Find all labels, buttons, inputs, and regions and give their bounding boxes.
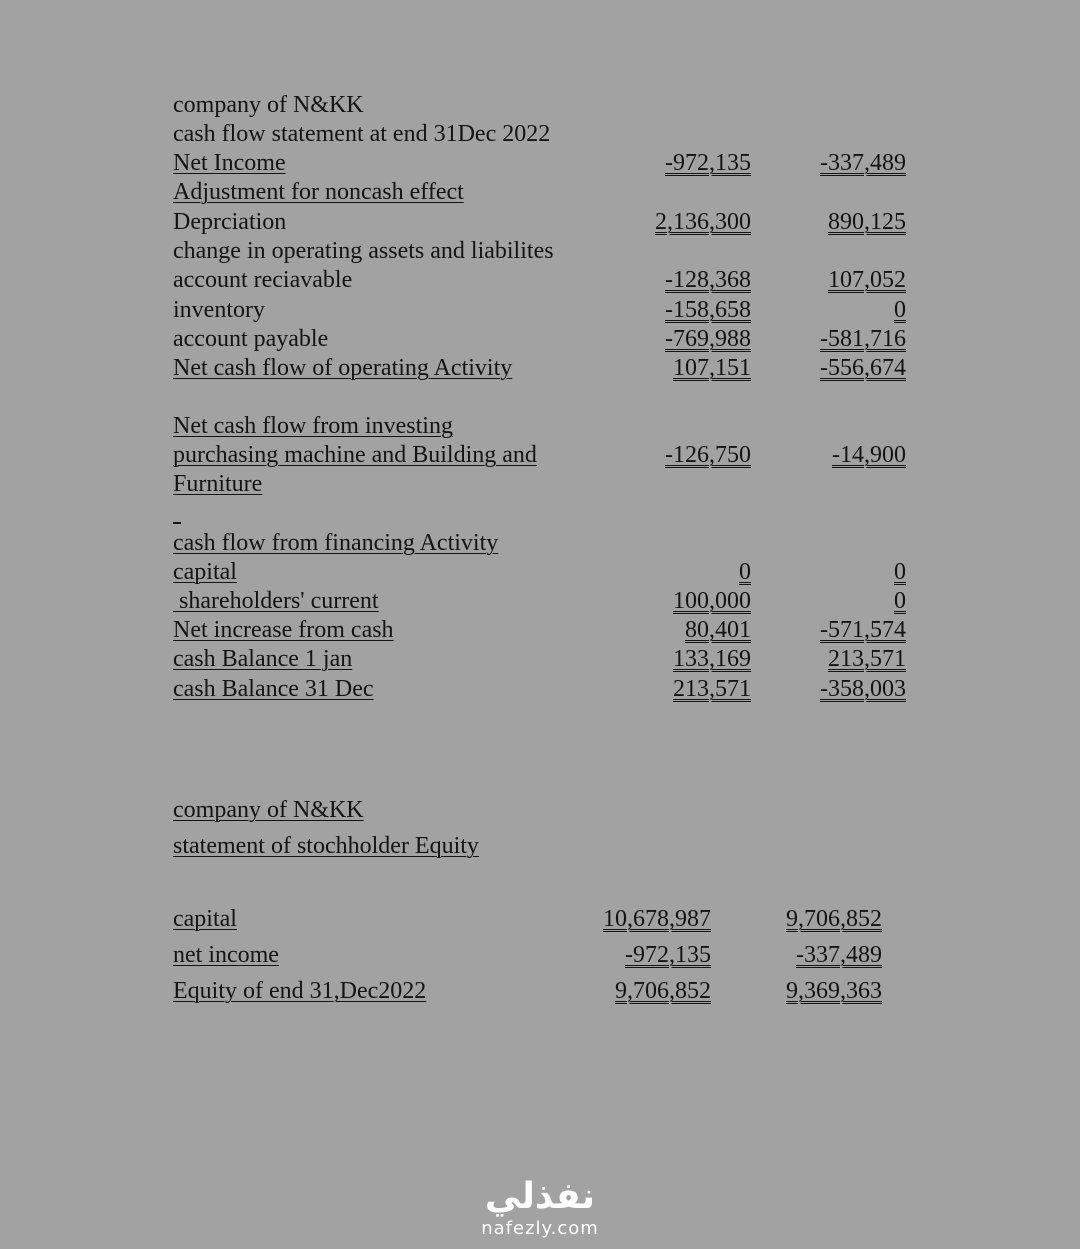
net-increase-value-2: -571,574: [820, 617, 906, 643]
purchasing-value-2: -14,900: [832, 442, 906, 468]
net-income-value-2: -337,489: [820, 150, 906, 176]
net-increase-value-1: 80,401: [685, 617, 751, 643]
account-payable-value-1: -769,988: [665, 326, 751, 352]
investing-header: Net cash flow from investing: [173, 413, 453, 439]
account-receivable-label: account reciavable: [173, 267, 353, 293]
equity-net-income-label: net income: [173, 942, 279, 968]
balance-dec-value-2: -358,003: [820, 676, 906, 702]
company-name: company of N&KK: [173, 92, 364, 118]
account-receivable-value-1: -128,368: [665, 267, 751, 293]
inventory-value-2: 0: [894, 297, 906, 323]
capital-label: capital: [173, 559, 237, 585]
equity-net-income-value-1: -972,135: [625, 942, 711, 968]
shareholders-value-1: 100,000: [673, 588, 751, 614]
depreciation-label: Deprciation: [173, 209, 287, 235]
purchasing-value-1: -126,750: [665, 442, 751, 468]
purchasing-label-line-2: Furniture: [173, 471, 263, 497]
change-header: change in operating assets and liabilites: [173, 238, 554, 264]
adjustment-header: Adjustment for noncash effect: [173, 179, 464, 205]
balance-jan-value-1: 133,169: [673, 646, 751, 672]
depreciation-value-1: 2,136,300: [655, 209, 751, 235]
inventory-value-1: -158,658: [665, 297, 751, 323]
equity-capital-label: capital: [173, 906, 237, 932]
balance-dec-label: cash Balance 31 Dec: [173, 676, 374, 702]
equity-end-label: Equity of end 31,Dec2022: [173, 978, 427, 1004]
equity-end-value-1: 9,706,852: [615, 978, 711, 1004]
equity-capital-value-2: 9,706,852: [786, 906, 882, 932]
account-payable-value-2: -581,716: [820, 326, 906, 352]
balance-dec-value-1: 213,571: [673, 676, 751, 702]
watermark-latin-text: nafezly.com: [481, 1218, 599, 1239]
capital-value-2: 0: [894, 559, 906, 585]
balance-jan-value-2: 213,571: [828, 646, 906, 672]
shareholders-value-2: 0: [894, 588, 906, 614]
net-income-label: Net Income: [173, 150, 286, 176]
net-operating-label: Net cash flow of operating Activity: [173, 355, 513, 381]
nafezly-watermark: [470, 1175, 610, 1239]
equity-net-income-value-2: -337,489: [796, 942, 882, 968]
net-operating-value-1: 107,151: [673, 355, 751, 381]
net-increase-label: Net increase from cash: [173, 617, 394, 643]
account-receivable-value-2: 107,052: [828, 267, 906, 293]
watermark-arabic-text: نفذلي: [484, 1176, 596, 1217]
equity-title: statement of stochholder Equity: [173, 833, 479, 859]
depreciation-value-2: 890,125: [828, 209, 906, 235]
shareholders-label: shareholders' current: [173, 588, 379, 614]
equity-end-value-2: 9,369,363: [786, 978, 882, 1004]
financing-header: cash flow from financing Activity: [173, 530, 499, 556]
account-payable-label: account payable: [173, 326, 329, 352]
inventory-label: inventory: [173, 297, 265, 323]
net-operating-value-2: -556,674: [820, 355, 906, 381]
cash-flow-title: cash flow statement at end 31Dec 2022: [173, 121, 551, 147]
equity-company-name: company of N&KK: [173, 797, 364, 823]
capital-value-1: 0: [739, 559, 751, 585]
balance-jan-label: cash Balance 1 jan: [173, 646, 353, 672]
net-income-value-1: -972,135: [665, 150, 751, 176]
dash-mark: [173, 522, 181, 524]
equity-capital-value-1: 10,678,987: [603, 906, 711, 932]
purchasing-label-line-1: purchasing machine and Building and: [173, 442, 537, 468]
